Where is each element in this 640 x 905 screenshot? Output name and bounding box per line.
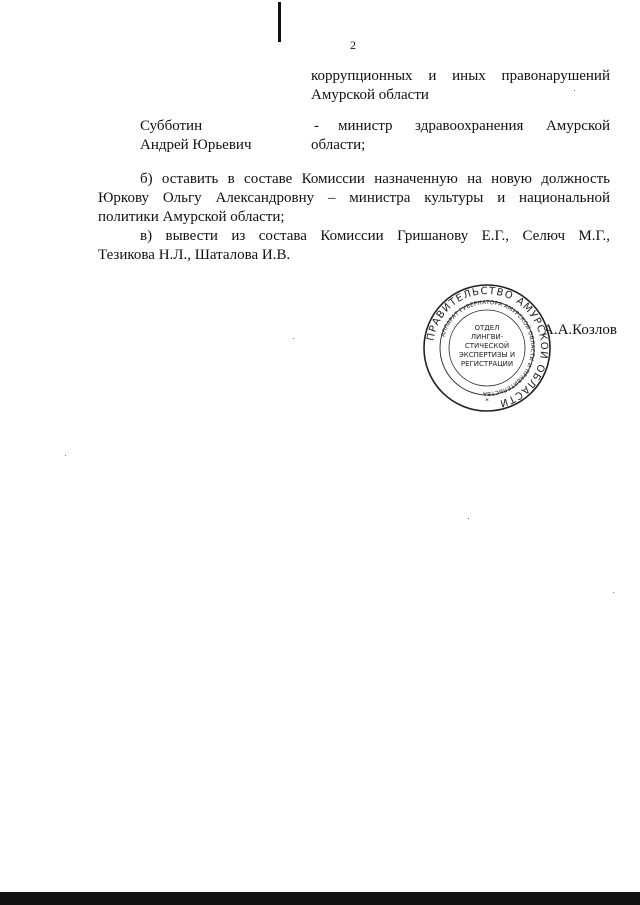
continued-line-2: Амурской области (311, 87, 429, 103)
member-name: Андрей Юрьевич (140, 137, 252, 153)
seal-center-line-3: СТИЧЕСКОЙ (464, 342, 510, 350)
paragraph-v-line-1: в) вывести из состава Комиссии Гришанову Е.Г., Селюч М.Г., (140, 228, 610, 244)
seal-outer-text: ПРАВИТЕЛЬСТВО АМУРСКОЙ ОБЛАСТИ (425, 285, 550, 409)
member-surname: Субботин (140, 118, 203, 134)
seal-star-icon: * (485, 397, 489, 405)
page-number: 2 (350, 38, 356, 52)
signature-name: А.А.Козлов (543, 322, 617, 338)
seal-center-line-5: РЕГИСТРАЦИИ (460, 360, 514, 368)
scan-speck (574, 90, 575, 91)
paragraph-b-line-1: б) оставить в составе Комиссии назначенную на новую должность (140, 171, 610, 187)
member-dash: - (314, 118, 319, 134)
seal-ring-text: АППАРАТ ГУБЕРНАТОРА АМУРСКОЙ ОБЛАСТИ И ПРАВИТЕЛЬСТВА (440, 299, 536, 397)
scan-speck (613, 592, 614, 593)
scan-speck (468, 518, 469, 519)
seal-center-line-2: ЛИНГВИ- (470, 333, 504, 341)
paragraph-v-line-2: Тезикова Н.Л., Шаталова И.В. (98, 247, 291, 263)
member-role-line-1: министр здравоохранения Амурской (338, 118, 610, 134)
continued-line-1: коррупционных и иных правонарушений (311, 68, 610, 84)
bottom-scan-edge (0, 892, 640, 905)
seal-center-line-4: ЭКСПЕРТИЗЫ И (458, 351, 516, 359)
paragraph-b-line-3: политики Амурской области; (98, 209, 285, 225)
seal-center-line-1: ОТДЕЛ (474, 324, 500, 332)
paragraph-b-line-2: Юркову Ольгу Александровну – министра культуры и национальной (98, 190, 610, 206)
scan-speck (293, 338, 294, 339)
member-role-line-2: области; (311, 137, 366, 153)
scan-artifact-line (278, 2, 281, 42)
scan-speck (65, 455, 66, 456)
official-seal (422, 283, 552, 413)
